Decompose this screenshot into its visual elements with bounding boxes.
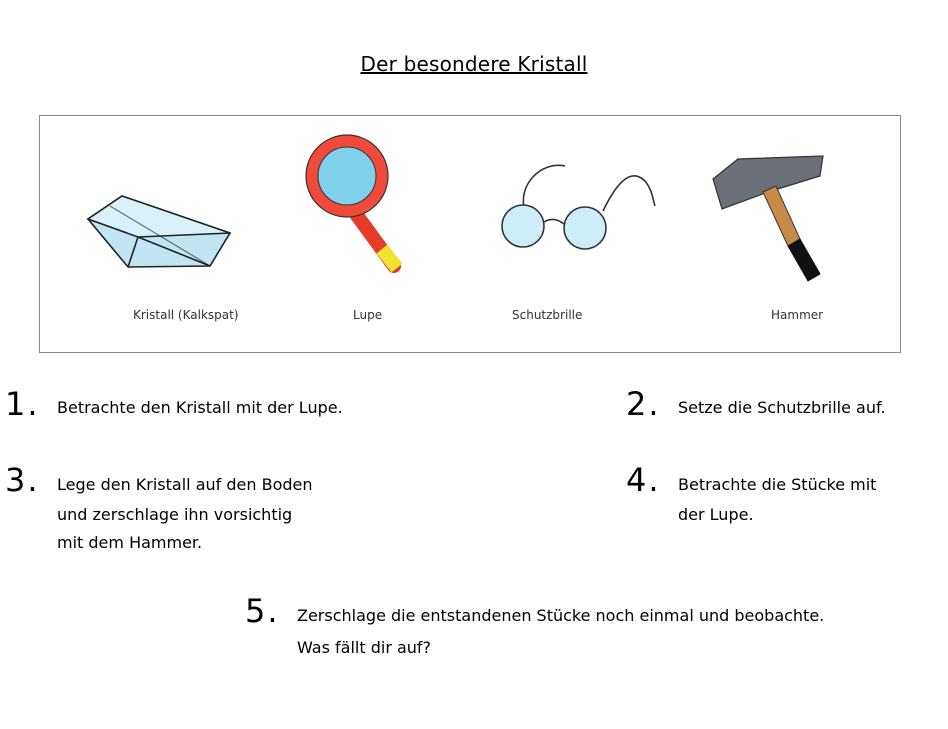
step-5-line-2: Was fällt dir auf? xyxy=(297,638,432,657)
step-3-line-3: mit dem Hammer. xyxy=(57,533,203,552)
step-1-text xyxy=(57,392,343,423)
step-5-line-1: Zerschlage die entstandenen Stücke noch einmal und beobachte. xyxy=(297,606,825,625)
step-5-text xyxy=(297,600,824,665)
step-5-number: 5. xyxy=(245,592,280,630)
step-3-line-2: und zerschlage ihn vorsichtig xyxy=(57,505,293,524)
step-1-line-1: Betrachte den Kristall mit der Lupe. xyxy=(57,398,343,417)
step-3-text xyxy=(57,469,313,556)
step-4-line-1: Betrachte die Stücke mit xyxy=(678,475,877,494)
step-3-line-1: Lege den Kristall auf den Boden xyxy=(57,475,313,494)
step-2-line-1: Setze die Schutzbrille auf. xyxy=(678,398,886,417)
step-2-number: 2. xyxy=(626,385,661,423)
caption-crystal: Kristall (Kalkspat) xyxy=(133,308,239,322)
step-2-text xyxy=(678,392,886,423)
goggles-icon xyxy=(495,156,665,256)
caption-magnifier: Lupe xyxy=(353,308,383,322)
step-1-number: 1. xyxy=(5,385,40,423)
magnifier-icon xyxy=(302,134,412,274)
crystal-icon xyxy=(80,191,250,276)
page-title: Der besondere Kristall xyxy=(360,52,588,76)
step-4-text xyxy=(678,469,876,530)
step-3-number: 3. xyxy=(5,461,40,499)
hammer-icon xyxy=(708,154,838,284)
tools-panel xyxy=(39,115,901,353)
step-4-line-2: der Lupe. xyxy=(678,505,754,524)
step-4-number: 4. xyxy=(626,461,661,499)
caption-hammer: Hammer xyxy=(771,308,824,322)
caption-goggles: Schutzbrille xyxy=(512,308,583,322)
